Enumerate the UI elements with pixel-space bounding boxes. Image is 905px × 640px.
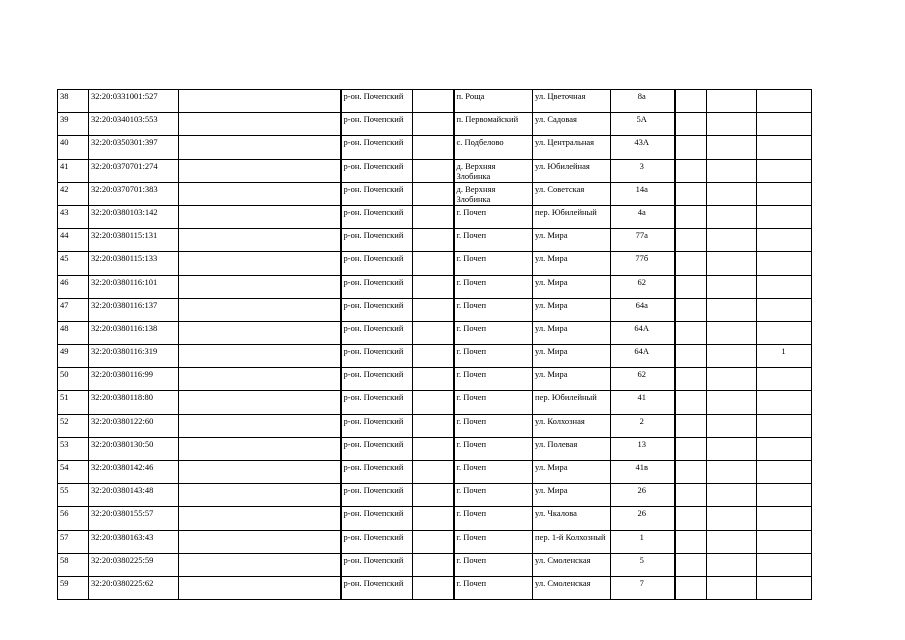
street-cell: ул. Советская <box>533 182 611 205</box>
house-number-cell: 62 <box>611 368 675 391</box>
settlement-cell: г. Почеп <box>454 484 533 507</box>
cadastral-number-cell: 32:20:0350301:397 <box>89 136 179 159</box>
empty-cell <box>179 576 341 599</box>
street-cell: ул. Мира <box>533 275 611 298</box>
row-number-cell: 43 <box>58 205 89 228</box>
district-cell: р-он. Почепский <box>341 553 413 576</box>
house-number-cell: 7 <box>611 576 675 599</box>
empty-cell <box>413 461 454 484</box>
district-cell: р-он. Почепский <box>341 484 413 507</box>
empty-cell <box>179 205 341 228</box>
empty-cell <box>179 182 341 205</box>
settlement-cell: г. Почеп <box>454 414 533 437</box>
house-number-cell: 8а <box>611 90 675 113</box>
house-number-cell: 62 <box>611 275 675 298</box>
district-cell: р-он. Почепский <box>341 321 413 344</box>
cadastral-number-cell: 32:20:0380225:62 <box>89 576 179 599</box>
cadastral-number-cell: 32:20:0380225:59 <box>89 553 179 576</box>
settlement-cell: г. Почеп <box>454 275 533 298</box>
district-cell: р-он. Почепский <box>341 298 413 321</box>
empty-cell <box>413 159 454 182</box>
district-cell: р-он. Почепский <box>341 576 413 599</box>
district-cell: р-он. Почепский <box>341 345 413 368</box>
house-number-cell: 43А <box>611 136 675 159</box>
empty-cell <box>675 229 707 252</box>
row-number-cell: 58 <box>58 553 89 576</box>
extra-value-cell <box>757 205 812 228</box>
empty-cell <box>179 391 341 414</box>
row-number-cell: 42 <box>58 182 89 205</box>
empty-cell <box>413 275 454 298</box>
settlement-cell: п. Роща <box>454 90 533 113</box>
table-row <box>58 437 812 460</box>
district-cell: р-он. Почепский <box>341 205 413 228</box>
cadastral-number-cell: 32:20:0370701:274 <box>89 159 179 182</box>
cadastral-number-cell: 32:20:0380122:60 <box>89 414 179 437</box>
settlement-cell: с. Подбелово <box>454 136 533 159</box>
row-number-cell: 59 <box>58 576 89 599</box>
house-number-cell: 13 <box>611 437 675 460</box>
extra-value-cell <box>757 159 812 182</box>
table-row <box>58 229 812 252</box>
cadastral-number-cell: 32:20:0380103:142 <box>89 205 179 228</box>
table-row <box>58 484 812 507</box>
extra-value-cell <box>757 530 812 553</box>
extra-value-cell <box>757 113 812 136</box>
house-number-cell: 64А <box>611 345 675 368</box>
empty-cell <box>675 182 707 205</box>
empty-cell <box>707 182 757 205</box>
empty-cell <box>413 90 454 113</box>
extra-value-cell <box>757 553 812 576</box>
row-number-cell: 45 <box>58 252 89 275</box>
table-row <box>58 461 812 484</box>
empty-cell <box>413 414 454 437</box>
empty-cell <box>179 298 341 321</box>
empty-cell <box>675 414 707 437</box>
empty-cell <box>675 275 707 298</box>
cadastral-number-cell: 32:20:0380163:43 <box>89 530 179 553</box>
house-number-cell: 77б <box>611 252 675 275</box>
empty-cell <box>707 484 757 507</box>
extra-value-cell <box>757 136 812 159</box>
empty-cell <box>413 136 454 159</box>
house-number-cell: 64А <box>611 321 675 344</box>
cadastral-number-cell: 32:20:0340103:553 <box>89 113 179 136</box>
empty-cell <box>675 437 707 460</box>
settlement-cell: д. Верхняя Злобинка <box>454 182 533 205</box>
empty-cell <box>179 113 341 136</box>
empty-cell <box>413 252 454 275</box>
empty-cell <box>179 136 341 159</box>
empty-cell <box>179 414 341 437</box>
cadastral-number-cell: 32:20:0380116:99 <box>89 368 179 391</box>
table-row <box>58 90 812 113</box>
extra-value-cell <box>757 90 812 113</box>
empty-cell <box>675 205 707 228</box>
empty-cell <box>707 345 757 368</box>
street-cell: ул. Мира <box>533 368 611 391</box>
table-row <box>58 321 812 344</box>
house-number-cell: 4а <box>611 205 675 228</box>
district-cell: р-он. Почепский <box>341 182 413 205</box>
table-row <box>58 507 812 530</box>
cadastral-number-cell: 32:20:0380116:319 <box>89 345 179 368</box>
empty-cell <box>675 461 707 484</box>
street-cell: ул. Чкалова <box>533 507 611 530</box>
table-row <box>58 391 812 414</box>
row-number-cell: 50 <box>58 368 89 391</box>
empty-cell <box>707 90 757 113</box>
empty-cell <box>179 345 341 368</box>
table-row <box>58 530 812 553</box>
settlement-cell: г. Почеп <box>454 553 533 576</box>
row-number-cell: 39 <box>58 113 89 136</box>
settlement-cell: г. Почеп <box>454 437 533 460</box>
row-number-cell: 51 <box>58 391 89 414</box>
settlement-cell: д. Верхняя Злобинка <box>454 159 533 182</box>
empty-cell <box>179 275 341 298</box>
empty-cell <box>707 507 757 530</box>
extra-value-cell: 1 <box>757 345 812 368</box>
empty-cell <box>413 368 454 391</box>
district-cell: р-он. Почепский <box>341 391 413 414</box>
row-number-cell: 44 <box>58 229 89 252</box>
street-cell: ул. Цветочная <box>533 90 611 113</box>
registry-table <box>57 89 812 600</box>
table-row <box>58 368 812 391</box>
row-number-cell: 48 <box>58 321 89 344</box>
street-cell: ул. Колхозная <box>533 414 611 437</box>
empty-cell <box>179 484 341 507</box>
empty-cell <box>413 507 454 530</box>
extra-value-cell <box>757 461 812 484</box>
table-row <box>58 113 812 136</box>
empty-cell <box>707 275 757 298</box>
empty-cell <box>413 205 454 228</box>
table-row <box>58 275 812 298</box>
settlement-cell: г. Почеп <box>454 576 533 599</box>
street-cell: пер. Юбилейный <box>533 205 611 228</box>
district-cell: р-он. Почепский <box>341 275 413 298</box>
empty-cell <box>675 90 707 113</box>
row-number-cell: 56 <box>58 507 89 530</box>
empty-cell <box>675 298 707 321</box>
empty-cell <box>707 414 757 437</box>
empty-cell <box>179 553 341 576</box>
house-number-cell: 41в <box>611 461 675 484</box>
district-cell: р-он. Почепский <box>341 159 413 182</box>
house-number-cell: 2 <box>611 414 675 437</box>
empty-cell <box>707 229 757 252</box>
table-row <box>58 345 812 368</box>
empty-cell <box>413 113 454 136</box>
row-number-cell: 49 <box>58 345 89 368</box>
street-cell: ул. Садовая <box>533 113 611 136</box>
street-cell: ул. Центральная <box>533 136 611 159</box>
empty-cell <box>413 484 454 507</box>
house-number-cell: 1 <box>611 530 675 553</box>
empty-cell <box>179 368 341 391</box>
empty-cell <box>179 507 341 530</box>
row-number-cell: 40 <box>58 136 89 159</box>
empty-cell <box>413 298 454 321</box>
extra-value-cell <box>757 391 812 414</box>
table-row <box>58 553 812 576</box>
empty-cell <box>413 530 454 553</box>
empty-cell <box>675 252 707 275</box>
row-number-cell: 41 <box>58 159 89 182</box>
empty-cell <box>413 437 454 460</box>
empty-cell <box>675 345 707 368</box>
extra-value-cell <box>757 321 812 344</box>
empty-cell <box>413 391 454 414</box>
empty-cell <box>413 229 454 252</box>
street-cell: ул. Мира <box>533 252 611 275</box>
street-cell: ул. Мира <box>533 229 611 252</box>
row-number-cell: 57 <box>58 530 89 553</box>
street-cell: ул. Полевая <box>533 437 611 460</box>
empty-cell <box>675 159 707 182</box>
registry-body <box>58 90 812 600</box>
settlement-cell: г. Почеп <box>454 229 533 252</box>
empty-cell <box>675 321 707 344</box>
street-cell: ул. Мира <box>533 298 611 321</box>
extra-value-cell <box>757 229 812 252</box>
empty-cell <box>675 507 707 530</box>
settlement-cell: г. Почеп <box>454 321 533 344</box>
extra-value-cell <box>757 275 812 298</box>
empty-cell <box>707 391 757 414</box>
settlement-cell: г. Почеп <box>454 391 533 414</box>
district-cell: р-он. Почепский <box>341 530 413 553</box>
settlement-cell: г. Почеп <box>454 345 533 368</box>
extra-value-cell <box>757 298 812 321</box>
cadastral-number-cell: 32:20:0380116:101 <box>89 275 179 298</box>
cadastral-number-cell: 32:20:0380116:138 <box>89 321 179 344</box>
row-number-cell: 52 <box>58 414 89 437</box>
house-number-cell: 26 <box>611 507 675 530</box>
empty-cell <box>707 368 757 391</box>
empty-cell <box>707 252 757 275</box>
extra-value-cell <box>757 484 812 507</box>
empty-cell <box>675 113 707 136</box>
empty-cell <box>675 576 707 599</box>
house-number-cell: 41 <box>611 391 675 414</box>
empty-cell <box>707 576 757 599</box>
empty-cell <box>413 576 454 599</box>
extra-value-cell <box>757 437 812 460</box>
district-cell: р-он. Почепский <box>341 368 413 391</box>
district-cell: р-он. Почепский <box>341 113 413 136</box>
street-cell: ул. Мира <box>533 345 611 368</box>
street-cell: ул. Юбилейная <box>533 159 611 182</box>
house-number-cell: 14а <box>611 182 675 205</box>
extra-value-cell <box>757 182 812 205</box>
row-number-cell: 38 <box>58 90 89 113</box>
district-cell: р-он. Почепский <box>341 414 413 437</box>
table-row <box>58 205 812 228</box>
house-number-cell: 3 <box>611 159 675 182</box>
empty-cell <box>707 530 757 553</box>
table-row <box>58 159 812 182</box>
empty-cell <box>413 553 454 576</box>
street-cell: ул. Смоленская <box>533 553 611 576</box>
row-number-cell: 53 <box>58 437 89 460</box>
district-cell: р-он. Почепский <box>341 252 413 275</box>
street-cell: пер. Юбилейный <box>533 391 611 414</box>
cadastral-number-cell: 32:20:0380116:137 <box>89 298 179 321</box>
empty-cell <box>675 553 707 576</box>
settlement-cell: г. Почеп <box>454 252 533 275</box>
empty-cell <box>413 182 454 205</box>
cadastral-number-cell: 32:20:0380118:80 <box>89 391 179 414</box>
empty-cell <box>675 530 707 553</box>
empty-cell <box>707 298 757 321</box>
row-number-cell: 47 <box>58 298 89 321</box>
street-cell: ул. Смоленская <box>533 576 611 599</box>
cadastral-number-cell: 32:20:0380130:50 <box>89 437 179 460</box>
empty-cell <box>675 136 707 159</box>
empty-cell <box>179 229 341 252</box>
empty-cell <box>707 461 757 484</box>
empty-cell <box>413 321 454 344</box>
extra-value-cell <box>757 368 812 391</box>
empty-cell <box>707 553 757 576</box>
cadastral-number-cell: 32:20:0370701:383 <box>89 182 179 205</box>
empty-cell <box>179 90 341 113</box>
district-cell: р-он. Почепский <box>341 507 413 530</box>
empty-cell <box>179 530 341 553</box>
empty-cell <box>179 461 341 484</box>
district-cell: р-он. Почепский <box>341 90 413 113</box>
empty-cell <box>707 437 757 460</box>
empty-cell <box>707 159 757 182</box>
settlement-cell: г. Почеп <box>454 461 533 484</box>
extra-value-cell <box>757 507 812 530</box>
table-row <box>58 136 812 159</box>
district-cell: р-он. Почепский <box>341 229 413 252</box>
extra-value-cell <box>757 414 812 437</box>
empty-cell <box>707 136 757 159</box>
settlement-cell: г. Почеп <box>454 368 533 391</box>
house-number-cell: 77а <box>611 229 675 252</box>
settlement-cell: г. Почеп <box>454 530 533 553</box>
settlement-cell: п. Первомайский <box>454 113 533 136</box>
table-row <box>58 576 812 599</box>
row-number-cell: 55 <box>58 484 89 507</box>
street-cell: ул. Мира <box>533 484 611 507</box>
empty-cell <box>413 345 454 368</box>
table-row <box>58 182 812 205</box>
empty-cell <box>675 368 707 391</box>
row-number-cell: 54 <box>58 461 89 484</box>
empty-cell <box>179 252 341 275</box>
empty-cell <box>179 321 341 344</box>
cadastral-number-cell: 32:20:0380115:131 <box>89 229 179 252</box>
cadastral-number-cell: 32:20:0380143:48 <box>89 484 179 507</box>
cadastral-number-cell: 32:20:0380155:57 <box>89 507 179 530</box>
house-number-cell: 5А <box>611 113 675 136</box>
cadastral-number-cell: 32:20:0331001:527 <box>89 90 179 113</box>
empty-cell <box>707 113 757 136</box>
district-cell: р-он. Почепский <box>341 136 413 159</box>
settlement-cell: г. Почеп <box>454 507 533 530</box>
cadastral-number-cell: 32:20:0380142:46 <box>89 461 179 484</box>
row-number-cell: 46 <box>58 275 89 298</box>
empty-cell <box>675 484 707 507</box>
table-row <box>58 252 812 275</box>
district-cell: р-он. Почепский <box>341 461 413 484</box>
house-number-cell: 5 <box>611 553 675 576</box>
extra-value-cell <box>757 576 812 599</box>
cadastral-number-cell: 32:20:0380115:133 <box>89 252 179 275</box>
empty-cell <box>179 437 341 460</box>
extra-value-cell <box>757 252 812 275</box>
house-number-cell: 26 <box>611 484 675 507</box>
table-row <box>58 414 812 437</box>
settlement-cell: г. Почеп <box>454 205 533 228</box>
street-cell: ул. Мира <box>533 461 611 484</box>
empty-cell <box>675 391 707 414</box>
table-row <box>58 298 812 321</box>
house-number-cell: 64а <box>611 298 675 321</box>
street-cell: пер. 1-й Колхозный <box>533 530 611 553</box>
empty-cell <box>179 159 341 182</box>
settlement-cell: г. Почеп <box>454 298 533 321</box>
empty-cell <box>707 205 757 228</box>
district-cell: р-он. Почепский <box>341 437 413 460</box>
street-cell: ул. Мира <box>533 321 611 344</box>
empty-cell <box>707 321 757 344</box>
